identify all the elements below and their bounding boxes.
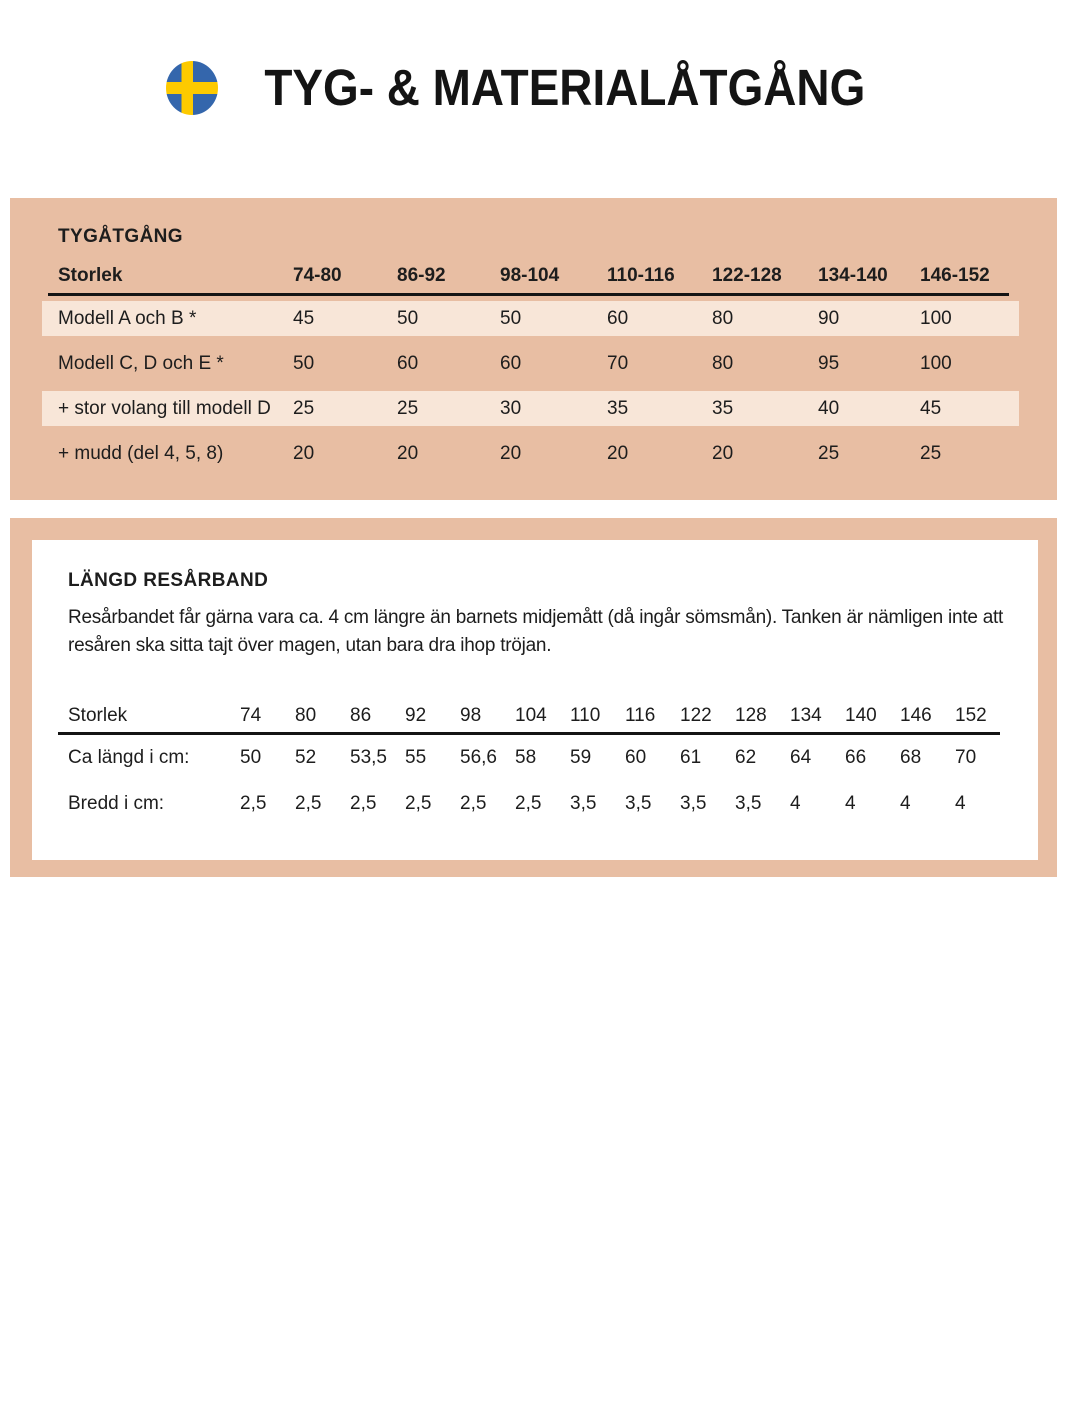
fabric-usage-panel [10,198,1057,500]
size-col-header: 152 [955,705,987,726]
table-cell: 53,5 [350,747,387,768]
table-cell: 35 [607,397,629,419]
table-row [58,735,1000,781]
table-cell: 35 [712,397,734,419]
table-cell: 20 [293,442,315,464]
table-cell: 64 [790,747,812,768]
table-row [58,781,1000,827]
size-col-header: 86-92 [397,264,446,286]
fabric-table [42,258,1019,471]
table-cell: 90 [818,307,840,329]
paragraph-line: Resårbandet får gärna vara ca. 4 cm längre än barnets midjemått (då ingår sömsmån). Tanken är nämligen inte att [68,607,1004,628]
table-cell: 2,5 [295,793,322,814]
size-col-header: 92 [405,705,427,726]
elastic-section-heading: LÄNGD RESÅRBAND [68,570,269,591]
size-col-header: 104 [515,705,547,726]
table-cell: 3,5 [570,793,597,814]
table-cell: 56,6 [460,747,497,768]
fabric-table-header-row [42,258,1019,293]
table-cell: 80 [712,352,734,374]
table-cell: 3,5 [735,793,762,814]
table-cell: 50 [293,352,315,374]
swedish-flag-icon [166,61,218,115]
table-cell: 20 [607,442,629,464]
size-col-header: 134 [790,705,822,726]
table-cell: 52 [295,747,317,768]
table-cell: 45 [920,397,942,419]
size-col-header: 122 [680,705,712,726]
paragraph-line: resåren ska sitta tajt över magen, utan bara dra ihop tröjan. [68,635,552,656]
page-header [0,58,1065,117]
table-cell: 50 [240,747,262,768]
table-row [42,346,1019,381]
table-cell: 61 [680,747,702,768]
table-row-label: Modell A och B * [58,307,197,329]
table-cell: 80 [712,307,734,329]
table-cell: 20 [712,442,734,464]
size-col-header: 98-104 [500,264,560,286]
table-cell: 3,5 [625,793,652,814]
table-cell: 70 [607,352,629,374]
table-cell: 30 [500,397,522,419]
table-row-label: + stor volang till modell D [58,397,271,419]
size-row-label: Storlek [58,264,123,286]
table-cell: 4 [955,793,966,814]
elastic-table [58,700,1000,827]
table-row-label: Modell C, D och E * [58,352,224,374]
table-cell: 59 [570,747,592,768]
size-col-header: 74-80 [293,264,342,286]
table-row [42,436,1019,471]
table-row [42,301,1019,336]
size-col-header: 146 [900,705,932,726]
table-cell: 68 [900,747,922,768]
table-cell: 2,5 [405,793,432,814]
table-cell: 4 [900,793,911,814]
table-cell: 40 [818,397,840,419]
table-cell: 58 [515,747,537,768]
fabric-table-heading: TYGÅTGÅNG [58,226,183,247]
size-col-header: 122-128 [712,264,782,286]
table-cell: 20 [500,442,522,464]
table-cell: 60 [607,307,629,329]
table-row-label: + mudd (del 4, 5, 8) [58,442,224,464]
size-col-header: 110 [570,705,601,726]
table-rule [48,293,1009,296]
size-col-header: 128 [735,705,767,726]
table-cell: 66 [845,747,867,768]
table-row-label: Bredd i cm: [68,793,165,814]
table-cell: 4 [790,793,801,814]
size-col-header: 86 [350,705,372,726]
size-col-header: 140 [845,705,877,726]
table-cell: 45 [293,307,315,329]
table-cell: 95 [818,352,840,374]
table-cell: 25 [397,397,419,419]
size-col-header: 80 [295,705,317,726]
table-cell: 55 [405,747,427,768]
table-cell: 2,5 [350,793,377,814]
table-cell: 3,5 [680,793,707,814]
page-title: TYG- & MATERIALÅTGÅNG [264,59,866,116]
size-col-header: 146-152 [920,264,990,286]
table-cell: 2,5 [515,793,542,814]
table-cell: 60 [500,352,522,374]
table-cell: 2,5 [460,793,487,814]
table-row-label: Ca längd i cm: [68,747,190,768]
table-cell: 20 [397,442,419,464]
table-cell: 2,5 [240,793,267,814]
table-cell: 25 [818,442,840,464]
table-row [42,391,1019,426]
table-cell: 70 [955,747,977,768]
size-col-header: 116 [625,705,656,726]
size-col-header: 110-116 [607,264,675,286]
elastic-band-panel [10,518,1057,877]
table-cell: 50 [397,307,419,329]
table-cell: 62 [735,747,757,768]
table-cell: 50 [500,307,522,329]
table-cell: 100 [920,352,952,374]
size-row-label: Storlek [68,705,128,726]
size-col-header: 74 [240,705,262,726]
size-col-header: 134-140 [818,264,888,286]
elastic-band-card [32,540,1038,860]
size-col-header: 98 [460,705,482,726]
table-cell: 60 [625,747,647,768]
elastic-table-header-row [58,700,1000,732]
table-cell: 60 [397,352,419,374]
table-cell: 100 [920,307,952,329]
table-cell: 25 [920,442,942,464]
table-cell: 4 [845,793,856,814]
elastic-section-paragraph [68,604,1003,660]
table-cell: 25 [293,397,315,419]
